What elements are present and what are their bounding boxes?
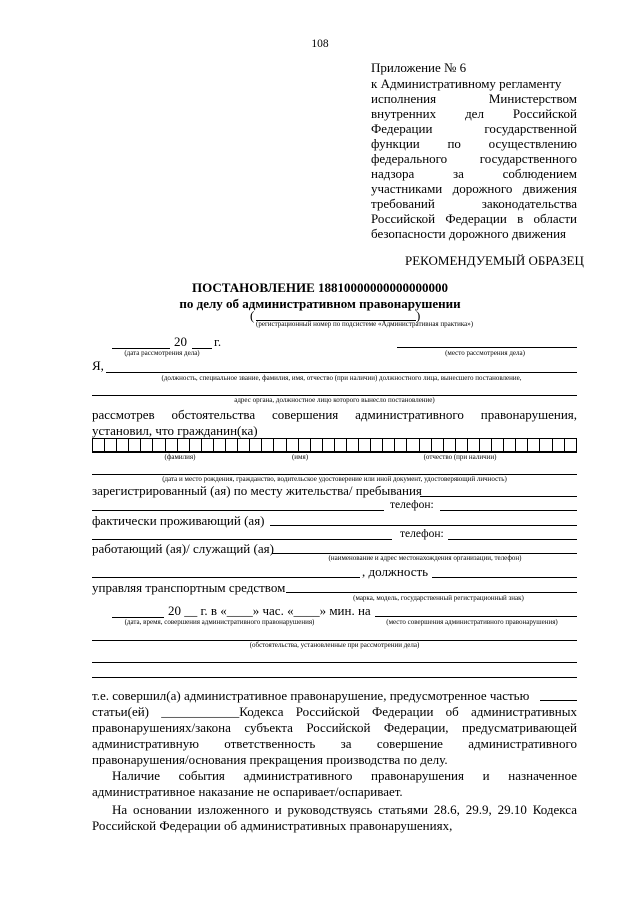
part-blank[interactable] <box>540 700 577 701</box>
appendix-line: участниками дорожного движения <box>371 181 577 196</box>
reg-close: ) <box>416 308 421 323</box>
violation-place-caption: (место совершения административного правонарушения) <box>386 618 558 626</box>
paragraph3-line1: На основании изложенного и руководствуясь статьями 28.6, 29.9, 29.10 Кодекса <box>112 802 577 817</box>
paragraph2-line1: Наличие события административного правонарушения и назначенное <box>112 768 577 783</box>
reg-caption: (регистрационный номер по подсистеме «Административная практика») <box>256 320 474 328</box>
vehicle-caption: (марка, модель, государственный регистрационный знак) <box>353 594 524 602</box>
committed-line: т.е. совершил(а) административное правонарушение, предусмотренное частью <box>92 688 530 703</box>
circumstances-line-2[interactable] <box>92 662 577 663</box>
paragraph2-line2: административное наказание не оспаривает/оспаривает. <box>92 784 403 799</box>
patronymic-caption: (отчество (при наличии) <box>423 453 497 461</box>
working-label: работающий (ая)/ служащий (ая) <box>92 541 274 556</box>
date-g: г. <box>214 334 222 349</box>
sample-label: РЕКОМЕНДУЕМЫЙ ОБРАЗЕЦ <box>405 253 584 268</box>
page-number: 108 <box>311 38 329 50</box>
appendix-line: Федерации государственной <box>371 121 577 136</box>
actual-blank[interactable] <box>270 525 577 526</box>
paragraph1-line4: правонарушения/основания прекращения производства по делу. <box>92 752 448 767</box>
phone-blank-1[interactable] <box>440 510 577 511</box>
name-caption: (имя) <box>291 453 309 461</box>
registered-blank[interactable] <box>420 496 577 497</box>
place-caption: (место рассмотрения дела) <box>445 349 525 357</box>
paragraph1-line1: статьи(ей) ____________Кодекса Российской Федерации об административных <box>92 704 577 719</box>
document-subtitle: по делу об административном правонарушении <box>179 296 461 311</box>
name-grid[interactable] <box>92 438 577 452</box>
place-blank <box>397 347 577 348</box>
phone-label-2: телефон: <box>400 528 444 540</box>
appendix-title: Приложение № 6 <box>371 60 467 75</box>
circumstances-line-3[interactable] <box>92 677 577 678</box>
org-blank-2[interactable] <box>92 577 360 578</box>
appendix-line: Российской Федерации в области <box>371 211 577 226</box>
considered-line: рассмотрев обстоятельства совершения административного правонарушения, <box>92 407 577 422</box>
surname-caption: (фамилия) <box>164 453 196 461</box>
organ-caption: адрес органа, должностное лицо которого вынесло постановление) <box>234 396 435 404</box>
appendix-line: требований законодательства <box>371 196 577 211</box>
org-caption: (наименование и адрес местонахождения организации, телефон) <box>328 554 522 562</box>
appendix-line: безопасности дорожного движения <box>371 226 567 241</box>
appendix-line: исполнения Министерством <box>371 91 577 106</box>
official-caption: (должность, специальное звание, фамилия, имя, отчество (при наличии) должностного лица, вынесшего постановление, <box>161 374 522 382</box>
paragraph1-line3: административную ответственность за совершение административного <box>92 736 577 751</box>
vehicle-blank[interactable] <box>286 592 577 593</box>
phone-label-1: телефон: <box>390 499 434 511</box>
official-blank <box>106 372 577 373</box>
paragraph3-line2: Российской Федерации об административных правонарушениях, <box>92 818 453 833</box>
position-label: , должность <box>362 564 429 579</box>
date-year: 20 <box>174 334 187 349</box>
phone-blank-2[interactable] <box>448 539 577 540</box>
appendix-line: функции по осуществлению <box>371 136 577 151</box>
date-caption: (дата рассмотрения дела) <box>124 349 200 357</box>
appendix-text <box>371 76 577 241</box>
established-line: установил, что гражданин(ка) <box>92 423 258 438</box>
appendix-line: надзора за соблюдением <box>371 166 577 181</box>
violation-time-caption: (дата, время, совершения административного правонарушения) <box>124 618 315 626</box>
paragraph1-line2: правонарушениях/закона субъекта Российской Федерации, предусматривающей <box>92 720 577 735</box>
registered-blank-2[interactable] <box>92 510 384 511</box>
registered-label: зарегистрированный (ая) по месту жительства/ пребывания <box>92 483 422 498</box>
actual-label: фактически проживающий (ая) <box>92 513 265 528</box>
birth-caption: (дата и место рождения, гражданство, водительское удостоверение или иной документ, удостоверяющий личность) <box>162 475 507 483</box>
appendix-line: внутренних дел Российской <box>371 106 577 121</box>
vehicle-label: управляя транспортным средством <box>92 580 286 595</box>
violation-place-blank[interactable] <box>375 616 577 617</box>
circumstances-caption: (обстоятельства, установленные при рассмотрении дела) <box>249 641 420 649</box>
appendix-line: к Административному регламенту <box>371 76 562 91</box>
ya-label: Я, <box>92 358 104 373</box>
position-blank[interactable] <box>432 577 577 578</box>
appendix-line: федерального государственного <box>371 151 577 166</box>
document-title: ПОСТАНОВЛЕНИЕ 18810000000000000000 <box>191 280 449 295</box>
time-line: 20 __ г. в «____» час. «____» мин. на <box>168 603 371 618</box>
reg-open: ( <box>250 308 255 323</box>
actual-blank-2[interactable] <box>92 539 392 540</box>
